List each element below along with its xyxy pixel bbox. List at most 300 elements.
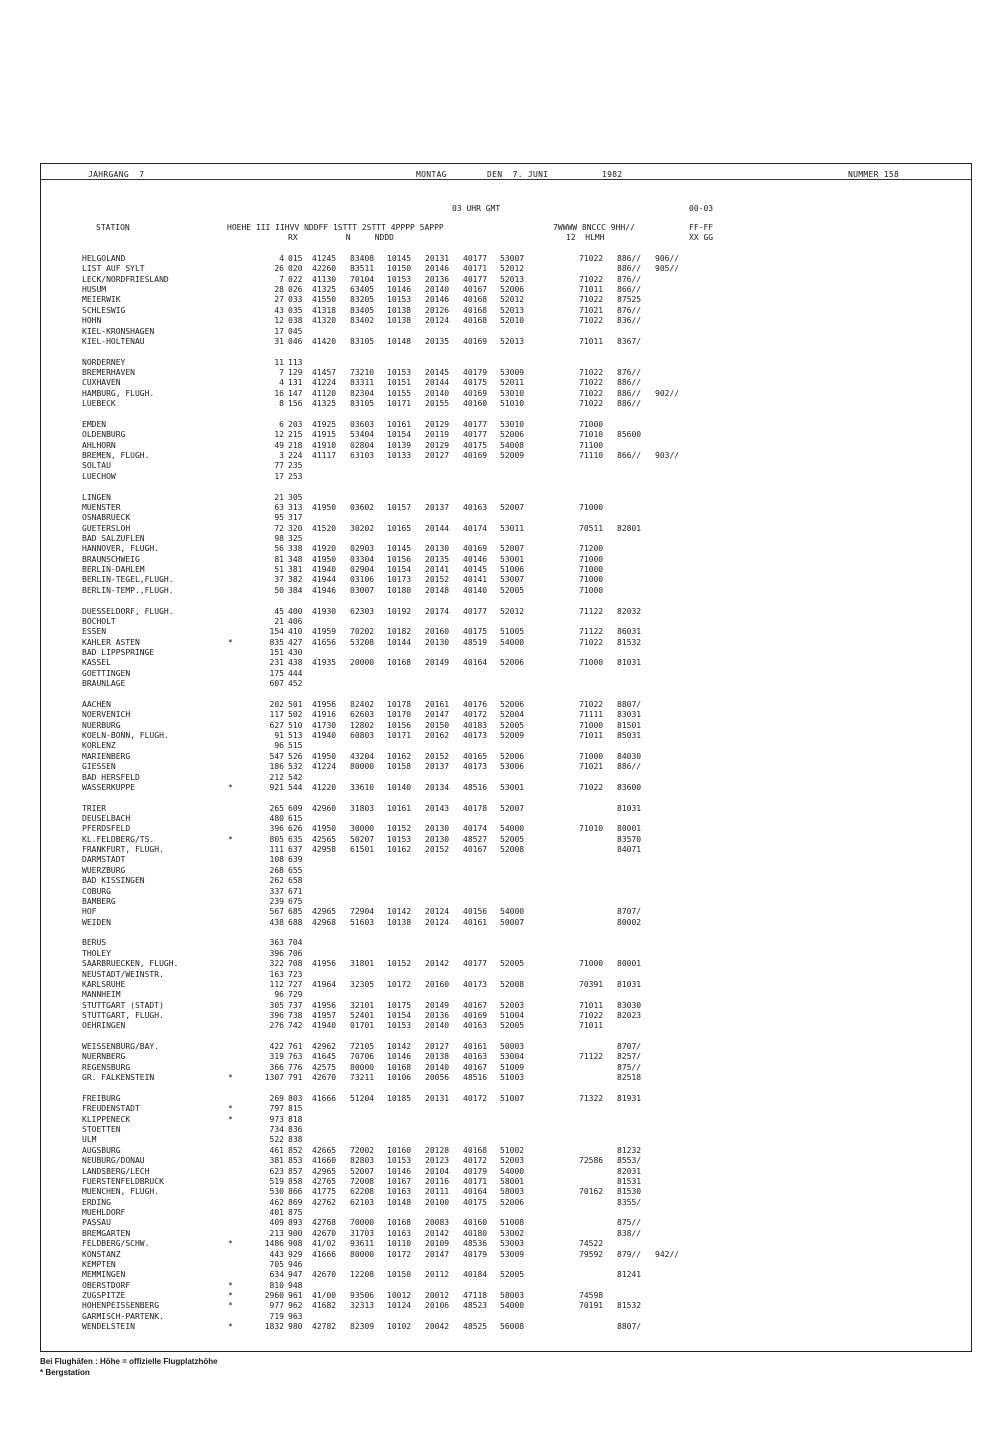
tendency-5appp: 52005 (500, 585, 525, 595)
code-nddff: 03106 (350, 575, 375, 585)
cloud-8nccc: 83031 (617, 710, 642, 720)
cloud-8nccc: 84030 (617, 751, 642, 761)
weather-7wwww: 71010 (579, 430, 604, 440)
code-nddff: 83105 (350, 336, 375, 346)
height: 50 (274, 585, 284, 595)
code-iihvv: 42762 (312, 1197, 337, 1207)
cloud-8nccc: 81532 (617, 1301, 642, 1311)
code-nddff: 70706 (350, 1052, 375, 1062)
code-nddff: 72008 (350, 1176, 375, 1186)
pressure-4pppp: 40140 (463, 585, 488, 595)
tendency-5appp: 53001 (500, 554, 525, 564)
station-name: BAMBERG (82, 896, 116, 906)
station-id: 626 (288, 824, 303, 834)
header-rule (40, 179, 972, 180)
table-row (82, 907, 782, 917)
station-id: 218 (288, 440, 303, 450)
table-row (82, 866, 782, 876)
station-id: 046 (288, 336, 303, 346)
code-iihvv: 41775 (312, 1187, 337, 1197)
temp-2sttt: 20174 (425, 606, 450, 616)
height: 49 (274, 440, 284, 450)
pressure-4pppp: 40167 (463, 1062, 488, 1072)
tendency-5appp: 53010 (500, 388, 525, 398)
tendency-5appp: 53007 (500, 575, 525, 585)
height: 7 (279, 274, 284, 284)
station-id: 908 (288, 1239, 303, 1249)
code-nddff: 51603 (350, 917, 375, 927)
height: 28 (274, 285, 284, 295)
station-id: 858 (288, 1176, 303, 1186)
table-row (82, 378, 782, 388)
weather-7wwww: 71011 (579, 1000, 604, 1010)
temp-1sttt: 10138 (387, 917, 412, 927)
cloud-8nccc: 83570 (617, 834, 642, 844)
height: 381 (269, 1156, 284, 1166)
weather-7wwww: 71000 (579, 959, 604, 969)
station-id: 857 (288, 1166, 303, 1176)
height: 27 (274, 295, 284, 305)
tendency-5appp: 58003 (500, 1187, 525, 1197)
table-row (82, 938, 782, 948)
station-id: 501 (288, 699, 303, 709)
table-row (82, 275, 782, 285)
height: 262 (269, 876, 284, 886)
station-id: 947 (288, 1270, 303, 1280)
temp-2sttt: 20123 (425, 1156, 450, 1166)
station-name: KIEL-KRONSHAGEN (82, 326, 155, 336)
table-row (82, 617, 782, 627)
code-nddff: 70104 (350, 274, 375, 284)
tendency-5appp: 54008 (500, 440, 525, 450)
temp-1sttt: 10146 (387, 1052, 412, 1062)
station-name: BERLIN-DAHLEM (82, 565, 145, 575)
temp-1sttt: 10153 (387, 295, 412, 305)
station-name: ZUGSPITZE (82, 1291, 126, 1300)
pressure-4pppp: 48516 (463, 782, 488, 792)
cloud-8nccc: 875// (617, 1218, 642, 1228)
table-row (82, 1229, 782, 1239)
table-row (82, 264, 782, 274)
height: 319 (269, 1052, 284, 1062)
station-name: BERLIN-TEGEL,FLUGH. (82, 575, 174, 585)
station-name: HOHENPEISSENBERG (82, 1301, 160, 1311)
temp-2sttt: 20109 (425, 1239, 450, 1249)
temp-1sttt: 10153 (387, 1021, 412, 1031)
pressure-4pppp: 40172 (463, 710, 488, 720)
station-name: TRIER (82, 803, 107, 813)
code-iihvv: 41946 (312, 585, 337, 595)
table-row (82, 586, 782, 596)
temp-2sttt: 20143 (425, 803, 450, 813)
station-name: DUESSELDORF, FLUGH. (82, 606, 174, 616)
code-iihvv: 42768 (312, 1218, 337, 1228)
pressure-4pppp: 40161 (463, 917, 488, 927)
temp-2sttt: 20140 (425, 1021, 450, 1031)
height: 213 (269, 1228, 284, 1238)
mountain-marker: * (228, 1301, 233, 1311)
height: 91 (274, 731, 284, 741)
cloud-8nccc: 82518 (617, 1073, 642, 1083)
code-iihvv: 42665 (312, 1145, 337, 1155)
table-row (82, 721, 782, 731)
code-nddff: 31801 (350, 959, 375, 969)
table-row (82, 285, 782, 295)
code-nddff: 20000 (350, 658, 375, 668)
code-iihvv: 42670 (312, 1270, 337, 1280)
cloud-8nccc: 81031 (617, 979, 642, 989)
station-id: 946 (288, 1259, 303, 1269)
weather-7wwww: 71011 (579, 1021, 604, 1031)
height: 401 (269, 1208, 284, 1218)
temp-1sttt: 10154 (387, 1011, 412, 1020)
station-name: REGENSBURG (82, 1062, 131, 1072)
code-nddff: 62103 (350, 1197, 375, 1207)
temp-1sttt: 10175 (387, 1000, 412, 1010)
cloud-8nccc: 8707/ (617, 907, 642, 917)
height: 21 (274, 492, 284, 502)
code-nddff: 83311 (350, 378, 375, 388)
table-row (82, 835, 782, 845)
table-row (82, 1146, 782, 1156)
mountain-marker: * (228, 1322, 233, 1332)
temp-2sttt: 20124 (425, 316, 450, 326)
station-id: 313 (288, 502, 303, 512)
table-row (82, 358, 782, 368)
code-nddff: 03304 (350, 554, 375, 564)
station-id: 156 (288, 399, 303, 409)
tendency-5appp: 52005 (500, 1021, 525, 1031)
tendency-5appp: 53007 (500, 254, 525, 263)
table-row (82, 918, 782, 928)
temp-1sttt: 10133 (387, 451, 412, 461)
station-name: FELDBERG/SCHW. (82, 1239, 150, 1249)
station-name: HOHN (82, 316, 102, 326)
tendency-5appp: 52007 (500, 502, 525, 512)
temp-2sttt: 20141 (425, 565, 450, 575)
code-iihvv: 42962 (312, 1042, 337, 1052)
cloud-8nccc: 84071 (617, 845, 642, 855)
height: 522 (269, 1135, 284, 1145)
cloud-8nccc: 81501 (617, 720, 642, 730)
temp-2sttt: 20111 (425, 1187, 450, 1197)
station-column-header: STATION (96, 223, 130, 232)
tendency-5appp: 51003 (500, 1073, 525, 1083)
temp-2sttt: 20160 (425, 627, 450, 637)
code-iihvv: 41920 (312, 544, 337, 554)
height: 108 (269, 855, 284, 865)
weather-7wwww: 70511 (579, 523, 604, 533)
station-id: 761 (288, 1042, 303, 1052)
pressure-4pppp: 48527 (463, 834, 488, 844)
cloud-8nccc: 82032 (617, 606, 642, 616)
temp-2sttt: 20131 (425, 1093, 450, 1103)
tendency-5appp: 52012 (500, 606, 525, 616)
station-id: 542 (288, 772, 303, 782)
mountain-footnote: * Bergstation (40, 1368, 90, 1377)
temp-2sttt: 20150 (425, 720, 450, 730)
station-id: 961 (288, 1291, 303, 1300)
station-id: 723 (288, 969, 303, 979)
pressure-4pppp: 40161 (463, 1042, 488, 1052)
temp-1sttt: 10168 (387, 658, 412, 668)
weather-7wwww: 71000 (579, 565, 604, 575)
station-name: BAD KISSINGEN (82, 876, 145, 886)
station-name: BOCHOLT (82, 616, 116, 626)
time-range: 00-03 (689, 204, 714, 213)
station-name: HUSUM (82, 285, 107, 295)
table-row (82, 1301, 782, 1311)
temp-1sttt: 10148 (387, 336, 412, 346)
weather-7wwww: 71122 (579, 627, 604, 637)
height: 154 (269, 627, 284, 637)
temp-1sttt: 10168 (387, 1218, 412, 1228)
code-nddff: 31803 (350, 803, 375, 813)
table-row (82, 607, 782, 617)
weather-7wwww: 71110 (579, 451, 604, 461)
temp-1sttt: 10146 (387, 285, 412, 295)
station-name: HANNOVER, FLUGH. (82, 544, 160, 554)
group2-column-header: 7WWWW 8NCCC 9HH// (553, 223, 635, 232)
code-nddff: 80000 (350, 1249, 375, 1259)
table-row (82, 1281, 782, 1291)
code-iihvv: 41944 (312, 575, 337, 585)
station-id: 444 (288, 668, 303, 678)
station-name: DEUSELBACH (82, 813, 131, 823)
height: 17 (274, 471, 284, 481)
tendency-5appp: 56008 (500, 1322, 525, 1332)
pressure-4pppp: 40168 (463, 316, 488, 326)
station-id: 704 (288, 938, 303, 948)
station-id: 671 (288, 886, 303, 896)
code-nddff: 70000 (350, 1218, 375, 1228)
height: 202 (269, 699, 284, 709)
table-row (82, 658, 782, 668)
cloud-8nccc: 86031 (617, 627, 642, 637)
weather-7wwww: 79592 (579, 1249, 604, 1259)
height: 8 (279, 399, 284, 409)
code-iihvv: 42260 (312, 264, 337, 274)
station-name: KEMPTEN (82, 1259, 116, 1269)
station-id: 818 (288, 1114, 303, 1124)
code-nddff: 73211 (350, 1073, 375, 1083)
cloud-8nccc: 886// (617, 254, 642, 263)
code-nddff: 60803 (350, 731, 375, 741)
issue-number: NUMMER 158 (848, 170, 900, 179)
code-iihvv: 41130 (312, 274, 337, 284)
height: 805 (269, 834, 284, 844)
pressure-4pppp: 40146 (463, 554, 488, 564)
station-id: 452 (288, 679, 303, 689)
date-label: DEN 7. JUNI (487, 170, 549, 179)
height: 438 (269, 917, 284, 927)
weekday-label: MONTAG (416, 170, 447, 179)
table-row (82, 1011, 782, 1021)
table-row (82, 1208, 782, 1218)
station-name: MARIENBERG (82, 751, 131, 761)
temp-1sttt: 10142 (387, 1042, 412, 1052)
cloud-8nccc: 87525 (617, 295, 642, 305)
code-iihvv: 41/00 (312, 1291, 337, 1300)
mountain-marker: * (228, 1280, 233, 1290)
weather-7wwww: 71011 (579, 285, 604, 295)
tendency-5appp: 52013 (500, 305, 525, 315)
table-row (82, 524, 782, 534)
temp-1sttt: 10145 (387, 544, 412, 554)
station-name: BRAUNSCHWEIG (82, 554, 140, 564)
code-iihvv: 42670 (312, 1228, 337, 1238)
temp-2sttt: 20155 (425, 399, 450, 409)
temp-1sttt: 10151 (387, 378, 412, 388)
weather-7wwww: 71000 (579, 575, 604, 585)
cloud-8nccc: 8257/ (617, 1052, 642, 1062)
tendency-5appp: 51007 (500, 1093, 525, 1103)
height: 43 (274, 305, 284, 315)
temp-2sttt: 20056 (425, 1073, 450, 1083)
temp-2sttt: 20128 (425, 1145, 450, 1155)
table-row (82, 876, 782, 886)
station-name: BAD LIPPSPRINGE (82, 648, 155, 658)
temp-2sttt: 20149 (425, 658, 450, 668)
observation-time: 03 UHR GMT (452, 204, 501, 213)
code-column-subheader: RX N NDDD (288, 233, 394, 242)
height: 17 (274, 326, 284, 336)
temp-1sttt: 10124 (387, 1301, 412, 1311)
temp-1sttt: 10162 (387, 845, 412, 855)
height: 705 (269, 1259, 284, 1269)
station-id: 320 (288, 523, 303, 533)
code-nddff: 32101 (350, 1000, 375, 1010)
table-row (82, 1104, 782, 1114)
code-nddff: 80000 (350, 1062, 375, 1072)
code-nddff: 72904 (350, 907, 375, 917)
pressure-4pppp: 40183 (463, 720, 488, 730)
weather-7wwww: 71100 (579, 440, 604, 450)
cloud-8nccc: 886// (617, 399, 642, 409)
code-iihvv: 41956 (312, 1000, 337, 1010)
station-name: NUERBURG (82, 720, 121, 730)
temp-1sttt: 10142 (387, 907, 412, 917)
temp-2sttt: 20129 (425, 419, 450, 429)
height: 6 (279, 419, 284, 429)
tendency-5appp: 52005 (500, 834, 525, 844)
station-id: 963 (288, 1311, 303, 1321)
table-row (82, 773, 782, 783)
temp-1sttt: 10138 (387, 316, 412, 326)
station-id: 381 (288, 565, 303, 575)
pressure-4pppp: 40156 (463, 907, 488, 917)
tendency-5appp: 52006 (500, 285, 525, 295)
temp-1sttt: 10106 (387, 1073, 412, 1083)
table-row (82, 970, 782, 980)
temp-1sttt: 10155 (387, 388, 412, 398)
station-name: SOLTAU (82, 461, 111, 471)
height: 265 (269, 803, 284, 813)
station-name: NEUSTADT/WEINSTR. (82, 969, 164, 979)
tendency-5appp: 53006 (500, 762, 525, 772)
height: 396 (269, 948, 284, 958)
station-name: WASSERKUPPE (82, 782, 135, 792)
code-iihvv: 42960 (312, 803, 337, 813)
table-row (82, 295, 782, 305)
tendency-5appp: 52003 (500, 1156, 525, 1166)
temp-1sttt: 10153 (387, 1156, 412, 1166)
station-id: 502 (288, 710, 303, 720)
height: 634 (269, 1270, 284, 1280)
cloud-8nccc: 83600 (617, 782, 642, 792)
station-name: MUENCHEN, FLUGH. (82, 1187, 160, 1197)
temp-1sttt: 10152 (387, 824, 412, 834)
weather-7wwww: 71122 (579, 606, 604, 616)
airport-footnote: Bei Flughäfen : Höhe = offizielle Flugplatzhöhe (40, 1357, 218, 1366)
code-iihvv: 41925 (312, 419, 337, 429)
tendency-5appp: 52013 (500, 274, 525, 284)
station-id: 763 (288, 1052, 303, 1062)
tendency-5appp: 52013 (500, 336, 525, 346)
code-iihvv: 41320 (312, 316, 337, 326)
station-name: MEMMINGEN (82, 1270, 126, 1280)
table-row (82, 1187, 782, 1197)
code-nddff: 73210 (350, 368, 375, 378)
temp-2sttt: 20144 (425, 523, 450, 533)
pressure-4pppp: 40173 (463, 762, 488, 772)
station-id: 317 (288, 513, 303, 523)
table-row (82, 347, 782, 357)
station-name: CUXHAVEN (82, 378, 121, 388)
station-id: 325 (288, 533, 303, 543)
temp-1sttt: 10192 (387, 606, 412, 616)
mountain-marker: * (228, 834, 233, 844)
temp-2sttt: 20146 (425, 295, 450, 305)
code-iihvv: 41318 (312, 305, 337, 315)
station-id: 658 (288, 876, 303, 886)
pressure-4pppp: 40179 (463, 1249, 488, 1259)
table-row (82, 949, 782, 959)
code-iihvv: 41940 (312, 565, 337, 575)
code-nddff: 02904 (350, 565, 375, 575)
table-row (82, 638, 782, 648)
station-name: BREMERHAVEN (82, 368, 135, 378)
weather-7wwww: 71022 (579, 316, 604, 326)
code-nddff: 02804 (350, 440, 375, 450)
table-row (82, 1063, 782, 1073)
station-name: NORDERNEY (82, 357, 126, 367)
wind-column-subheader: XX GG (689, 233, 714, 242)
tendency-5appp: 53009 (500, 1249, 525, 1259)
weather-7wwww: 71000 (579, 502, 604, 512)
cloud-8nccc: 81530 (617, 1187, 642, 1197)
station-name: GOETTINGEN (82, 668, 131, 678)
tendency-5appp: 50003 (500, 1042, 525, 1052)
tendency-5appp: 54000 (500, 824, 525, 834)
pressure-4pppp: 40177 (463, 274, 488, 284)
code-iihvv: 41956 (312, 959, 337, 969)
height: 151 (269, 648, 284, 658)
height: 973 (269, 1114, 284, 1124)
code-nddff: 72105 (350, 1042, 375, 1052)
table-row (82, 441, 782, 451)
code-iihvv: 41950 (312, 751, 337, 761)
cloud-8nccc: 866// (617, 285, 642, 295)
station-id: 113 (288, 357, 303, 367)
code-nddff: 83408 (350, 254, 375, 263)
station-name: ERDING (82, 1197, 111, 1207)
table-row (82, 928, 782, 938)
temp-2sttt: 20130 (425, 637, 450, 647)
weather-7wwww: 70191 (579, 1301, 604, 1311)
pressure-4pppp: 48525 (463, 1322, 488, 1332)
temp-2sttt: 20127 (425, 1042, 450, 1052)
